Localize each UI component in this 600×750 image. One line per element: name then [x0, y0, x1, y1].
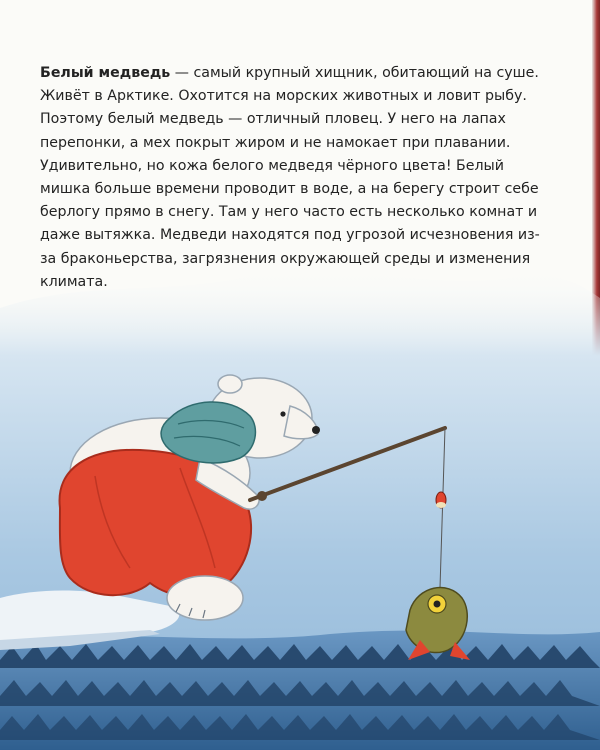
- article-body: — самый крупный хищник, обитающий на суше. Живёт в Арктике. Охотится на морских животных и ловит рыбу. Поэтому белый медведь — отличный пловец. У него на лапах перепонки, а мех покрыт жиром и не намокает при плавании. Удивительно, но кожа белого медведя чёрного цвета! Белый мишка больше времени проводит в воде, а на берегу строит себе берлогу прямо в снегу. Там у него часто есть несколько комнат и даже вытяжка. Медведи находятся под угрозой исчезновения из-за браконьерства, загрязнения окружающей среды и изменения климата.: [40, 65, 540, 290]
- bear-eye: [280, 411, 285, 416]
- rod-reel: [257, 491, 267, 501]
- article-text: [40, 62, 540, 294]
- wave-row: [0, 644, 600, 740]
- fish: [406, 588, 470, 660]
- article-paragraph: [40, 62, 540, 294]
- article-lead: Белый медведь: [40, 65, 171, 81]
- bear-nose: [312, 426, 320, 434]
- bear-foot: [167, 576, 243, 620]
- bear-ear: [218, 375, 242, 393]
- polar-bear-illustration: [0, 268, 600, 750]
